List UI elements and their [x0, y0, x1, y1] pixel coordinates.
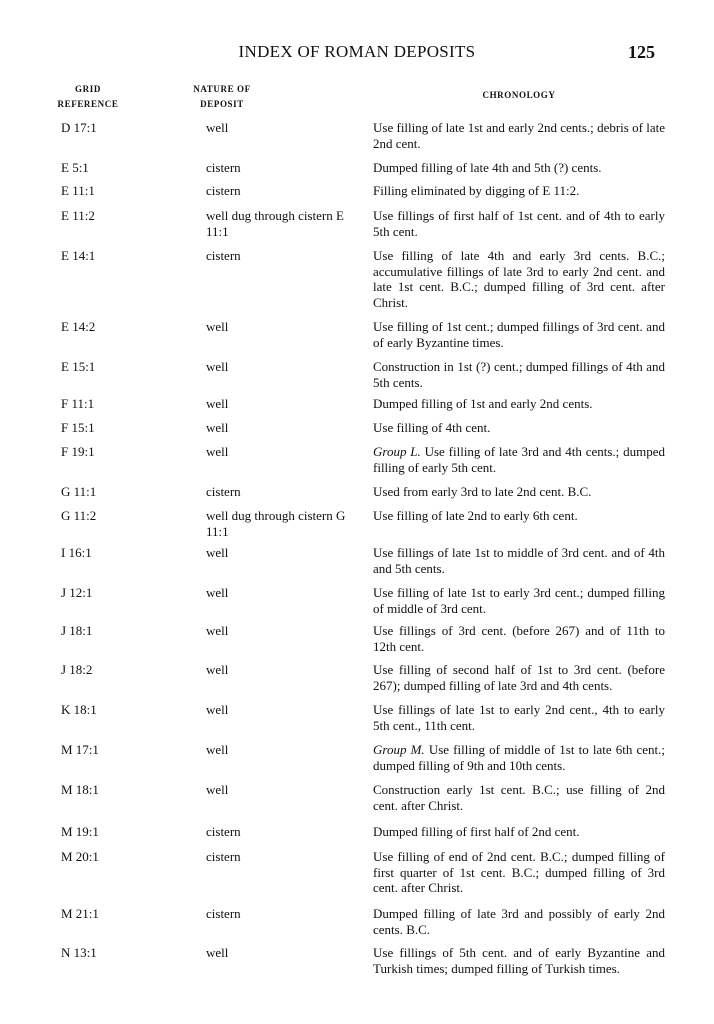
deposit-nature: cistern — [206, 824, 241, 839]
chronology-text — [373, 208, 665, 239]
chronology-text — [373, 444, 665, 475]
chronology-text — [373, 702, 665, 733]
grid-reference: J 18:1 — [61, 623, 93, 638]
chronology-body: Use filling of late 3rd and 4th cents.; dumped filling of early 5th cent. — [373, 444, 665, 475]
chronology-body: Filling eliminated by digging of E 11:2. — [373, 183, 580, 198]
deposit-nature: well — [206, 545, 229, 560]
page-number: 125 — [628, 42, 655, 62]
grid-reference: E 11:1 — [61, 183, 95, 198]
grid-reference: E 14:2 — [61, 319, 96, 334]
grid-reference: M 17:1 — [61, 742, 99, 757]
group-label: Group L. — [373, 444, 421, 459]
group-label: Group M. — [373, 742, 425, 757]
grid-reference: G 11:2 — [61, 508, 97, 523]
chronology-text — [373, 662, 665, 693]
deposit-nature: well — [206, 702, 229, 717]
chronology-body: Use filling of second half of 1st to 3rd cent. (before 267); dumped filling of late 3rd and 4th cents. — [373, 662, 665, 693]
grid-reference: G 11:1 — [61, 484, 97, 499]
grid-reference: N 13:1 — [61, 945, 97, 960]
grid-reference: F 11:1 — [61, 396, 95, 411]
deposit-nature: well — [206, 319, 229, 334]
chronology-text — [373, 945, 665, 976]
chronology-text — [373, 742, 665, 773]
deposit-nature: well — [206, 396, 229, 411]
chronology-body: Dumped filling of late 3rd and possibly of early 2nd cents. B.C. — [373, 906, 665, 937]
running-title: INDEX OF ROMAN DEPOSITS — [238, 42, 476, 61]
grid-reference: M 19:1 — [61, 824, 99, 839]
chronology-text — [373, 545, 665, 576]
deposit-nature: well — [206, 623, 229, 638]
deposit-nature: well — [206, 662, 229, 677]
column-header-grid-line2: REFERENCE — [57, 99, 119, 109]
deposit-nature: well — [206, 420, 229, 435]
chronology-text — [373, 782, 665, 813]
deposit-nature: cistern — [206, 183, 241, 198]
chronology-text — [373, 120, 665, 151]
chronology-text — [373, 248, 665, 310]
chronology-text — [373, 359, 665, 390]
column-header-nature-of-deposit — [180, 82, 264, 112]
chronology-body: Use fillings of late 1st to middle of 3rd cent. and of 4th and 5th cents. — [373, 545, 665, 576]
deposit-nature: cistern — [206, 906, 241, 921]
grid-reference: M 21:1 — [61, 906, 99, 921]
chronology-text — [373, 906, 665, 937]
grid-reference: E 5:1 — [61, 160, 89, 175]
chronology-body: Use filling of 1st cent.; dumped fillings of 3rd cent. and of early Byzantine times. — [373, 319, 665, 350]
deposit-nature: well — [206, 945, 229, 960]
deposit-nature: cistern — [206, 849, 241, 864]
chronology-body: Use filling of late 4th and early 3rd cents. B.C.; accumulative fillings of late 3rd to early 2nd cent. and late 1st cent. B.C.; dumped filling of 3rd cent. after Christ. — [373, 248, 665, 310]
chronology-body: Use filling of end of 2nd cent. B.C.; dumped filling of first quarter of 1st cent. B.C.; dumped filling of 3rd cent. after Christ. — [373, 849, 665, 895]
chronology-text — [373, 396, 665, 412]
grid-reference: F 19:1 — [61, 444, 95, 459]
chronology-text — [373, 824, 665, 840]
chronology-body: Construction in 1st (?) cent.; dumped fillings of 4th and 5th cents. — [373, 359, 665, 390]
chronology-text — [373, 160, 665, 176]
column-header-nature-line1: NATURE OF — [193, 84, 251, 94]
chronology-text — [373, 508, 665, 524]
chronology-body: Dumped filling of first half of 2nd cent. — [373, 824, 580, 839]
grid-reference: I 16:1 — [61, 545, 92, 560]
deposit-nature: well dug through cistern E 11:1 — [206, 208, 344, 239]
grid-reference: M 20:1 — [61, 849, 99, 864]
column-header-nature-line2: DEPOSIT — [200, 99, 244, 109]
chronology-text — [373, 183, 665, 199]
chronology-body: Used from early 3rd to late 2nd cent. B.C. — [373, 484, 592, 499]
column-header-grid-line1: GRID — [75, 84, 101, 94]
deposit-nature: well — [206, 359, 229, 374]
chronology-text — [373, 849, 665, 896]
chronology-text — [373, 420, 665, 436]
chronology-text — [373, 319, 665, 350]
grid-reference: F 15:1 — [61, 420, 95, 435]
grid-reference: K 18:1 — [61, 702, 97, 717]
chronology-body: Use filling of late 1st to early 3rd cent.; dumped filling of middle of 3rd cent. — [373, 585, 665, 616]
column-header-grid-reference — [48, 82, 128, 112]
deposit-nature: well — [206, 120, 229, 135]
chronology-text — [373, 484, 665, 500]
chronology-body: Dumped filling of 1st and early 2nd cents. — [373, 396, 593, 411]
grid-reference: J 12:1 — [61, 585, 93, 600]
grid-reference: E 14:1 — [61, 248, 96, 263]
grid-reference: E 11:2 — [61, 208, 95, 223]
chronology-text — [373, 585, 665, 616]
chronology-body: Use filling of late 1st and early 2nd cents.; debris of late 2nd cent. — [373, 120, 665, 151]
grid-reference: J 18:2 — [61, 662, 93, 677]
chronology-body: Use fillings of 5th cent. and of early Byzantine and Turkish times; dumped filling of Turkish times. — [373, 945, 665, 976]
deposit-nature: well — [206, 782, 229, 797]
chronology-body: Use fillings of late 1st to early 2nd cent., 4th to early 5th cent., 11th cent. — [373, 702, 665, 733]
column-header-chronology: CHRONOLOGY — [482, 90, 556, 100]
chronology-body: Use filling of middle of 1st to late 6th cent.; dumped filling of 9th and 10th cents. — [373, 742, 665, 773]
deposit-nature: cistern — [206, 248, 241, 263]
chronology-body: Dumped filling of late 4th and 5th (?) cents. — [373, 160, 602, 175]
chronology-body: Use filling of late 2nd to early 6th cent. — [373, 508, 578, 523]
grid-reference: M 18:1 — [61, 782, 99, 797]
deposit-nature: well — [206, 585, 229, 600]
chronology-body: Use fillings of 3rd cent. (before 267) and of 11th to 12th cent. — [373, 623, 665, 654]
deposit-nature: cistern — [206, 484, 241, 499]
deposit-nature: cistern — [206, 160, 241, 175]
deposit-nature: well dug through cistern G 11:1 — [206, 508, 346, 539]
chronology-body: Use fillings of first half of 1st cent. and of 4th to early 5th cent. — [373, 208, 665, 239]
chronology-text — [373, 623, 665, 654]
chronology-body: Construction early 1st cent. B.C.; use filling of 2nd cent. after Christ. — [373, 782, 665, 813]
deposit-nature: well — [206, 742, 229, 757]
grid-reference: D 17:1 — [61, 120, 97, 135]
grid-reference: E 15:1 — [61, 359, 96, 374]
chronology-body: Use filling of 4th cent. — [373, 420, 491, 435]
deposit-nature: well — [206, 444, 229, 459]
